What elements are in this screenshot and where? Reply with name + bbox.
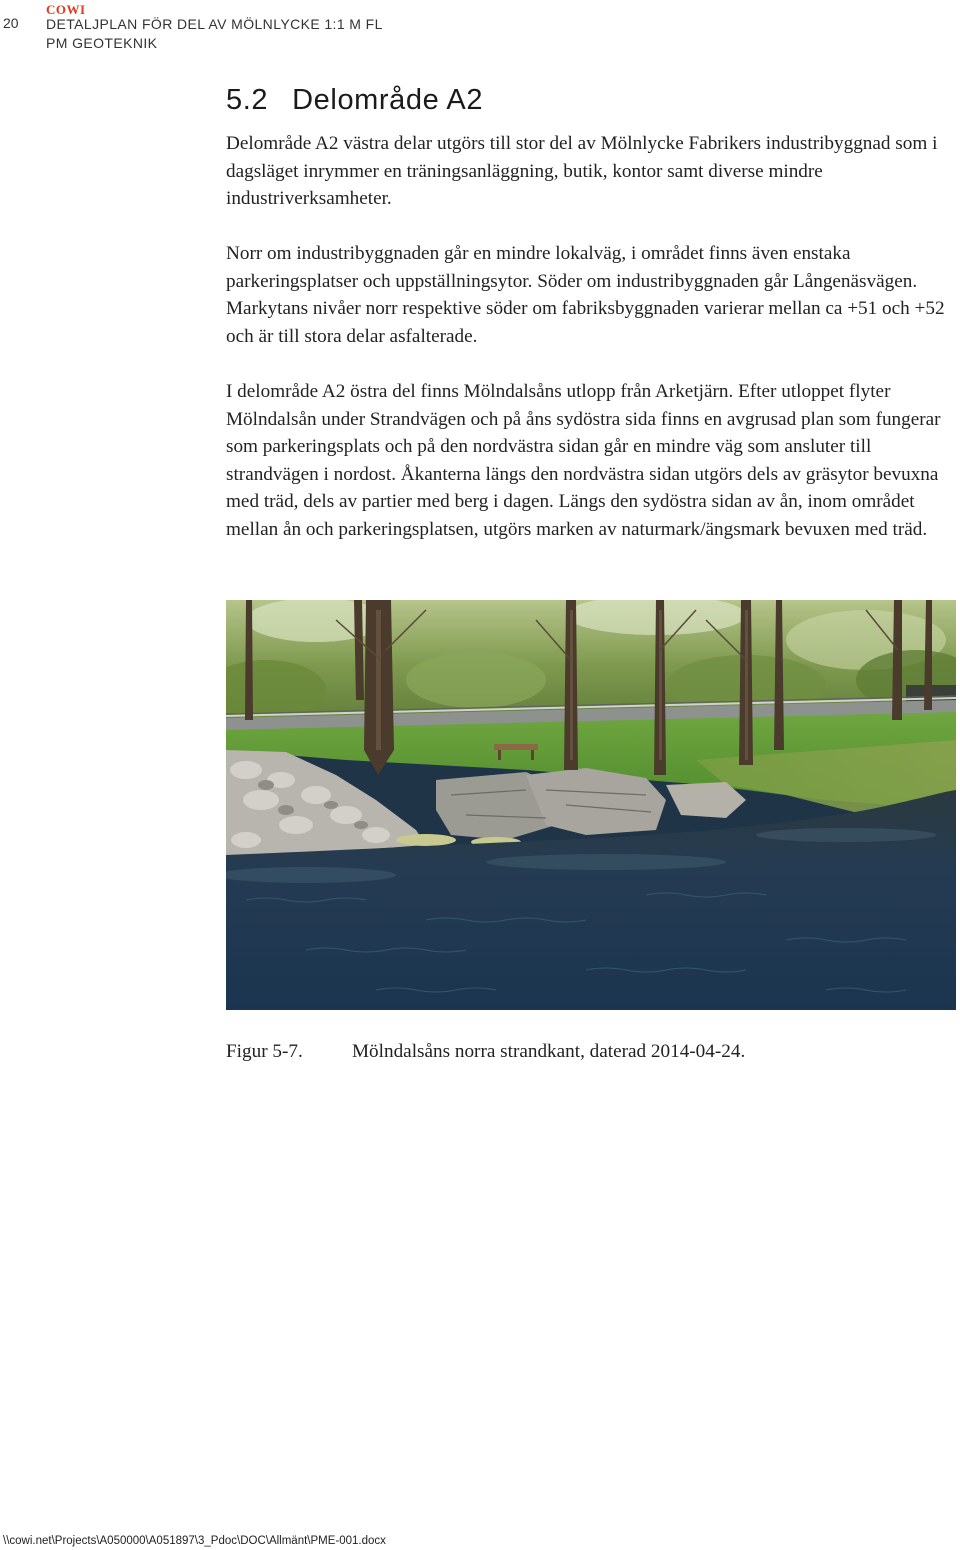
riverbank-photo	[226, 600, 956, 1010]
figure-caption	[226, 1041, 745, 1063]
section-heading	[226, 84, 483, 117]
paragraph: Delområde A2 västra delar utgörs till stor del av Mölnlycke Fabrikers industribyggnad som i dagsläget inrymmer en träningsanläggning, butik, kontor samt diverse mindre industriverksamheter.	[226, 133, 938, 210]
paragraph: Norr om industribyggnaden går en mindre lokalväg, i området finns även enstaka parkeringsplatser och uppställningsytor. Söder om industribyggnaden går Långenäsvägen. Markytans nivåer norr respektive söder om fabriksbyggnaden varierar mellan ca +51 och +52 och är till stora delar asfalterade.	[226, 243, 945, 347]
figure-caption-text: Mölndalsåns norra strandkant, daterad 2014-04-24.	[352, 1041, 746, 1062]
document-title: DETALJPLAN FÖR DEL AV MÖLNLYCKE 1:1 M FL	[46, 16, 383, 32]
paragraph: I delområde A2 östra del finns Mölndalsåns utlopp från Arketjärn. Efter utloppet flyter Mölndalsån under Strandvägen och på åns sydöstra sida finns en avgrusad plan som fungerar som parkeringsplats och på den nordvästra sidan går en mindre väg som ansluter till strandvägen i nordost. Åkanterna längs den nordvästra sidan utgörs dels av gräsytor bevuxna med träd, dels av partier med berg i dagen. Längs den sydöstra sidan av ån, inom området mellan ån och parkeringsplatsen, utgörs marken av naturmark/ängsmark bevuxen med träd.	[226, 381, 941, 540]
document-subtitle: PM GEOTEKNIK	[46, 35, 158, 51]
section-title: Delområde A2	[292, 84, 484, 116]
figure-label: Figur 5-7.	[226, 1041, 303, 1062]
page-number: 20	[3, 15, 19, 31]
footer-file-path: \\cowi.net\Projects\A050000\A051897\3_Pdoc\DOC\Allmänt\PME-001.docx	[3, 1535, 386, 1547]
riverbank-photo-image	[226, 600, 956, 1010]
section-number: 5.2	[226, 84, 269, 116]
cowi-logo: COWI	[46, 2, 86, 17]
